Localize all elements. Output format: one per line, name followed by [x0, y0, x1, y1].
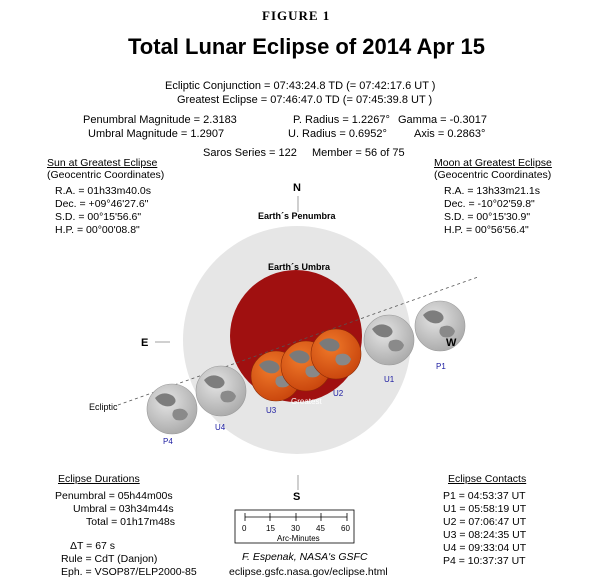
moon-subheading: (Geocentric Coordinates)	[434, 169, 552, 181]
moon-heading: Moon at Greatest Eclipse	[434, 157, 552, 169]
p-radius: P. Radius = 1.2267°	[293, 114, 390, 126]
moon-p1	[415, 301, 465, 351]
scale-label: Arc-Minutes	[277, 534, 320, 543]
moon-sd: S.D. = 00°15'30.9"	[444, 211, 531, 223]
contact-p4: P4 = 10:37:37 UT	[443, 555, 526, 567]
ecliptic-label: Ecliptic	[89, 402, 118, 412]
ephemeris: Eph. = VSOP87/ELP2000-85	[61, 566, 197, 578]
contact-label-u1: U1	[384, 375, 395, 384]
greatest-eclipse: Greatest Eclipse = 07:46:47.0 TD (= 07:45:39.8 UT )	[177, 94, 433, 106]
delta-t: ΔT = 67 s	[70, 540, 116, 552]
contact-p1: P1 = 04:53:37 UT	[443, 490, 526, 502]
scale-tick-45: 45	[316, 524, 325, 533]
umbral-magnitude: Umbral Magnitude = 1.2907	[88, 128, 225, 140]
contact-u3: U3 = 08:24:35 UT	[443, 529, 527, 541]
gamma: Gamma = -0.3017	[398, 114, 487, 126]
penumbral-magnitude: Penumbral Magnitude = 2.3183	[83, 114, 237, 126]
sun-hp: H.P. = 00°00'08.8"	[55, 224, 140, 236]
axis: Axis = 0.2863°	[414, 128, 486, 140]
contact-label-u2: U2	[333, 389, 344, 398]
contact-u4: U4 = 09:33:04 UT	[443, 542, 527, 554]
scale-tick-15: 15	[266, 524, 275, 533]
contact-label-u3: U3	[266, 406, 277, 415]
north-label: N	[293, 182, 301, 194]
greatest-label: Greatest	[291, 397, 322, 406]
u-radius: U. Radius = 0.6952°	[288, 128, 387, 140]
umbra-label: Earth´s Umbra	[268, 262, 331, 272]
contact-label-p1: P1	[436, 362, 446, 371]
sun-dec: Dec. = +09°46'27.6"	[55, 198, 149, 210]
scale-tick-60: 60	[341, 524, 350, 533]
duration-penumbral: Penumbral = 05h44m00s	[55, 490, 173, 502]
moon-dec: Dec. = -10°02'59.8"	[444, 198, 535, 210]
east-label: E	[141, 337, 149, 349]
moon-u1	[364, 315, 414, 365]
west-label: W	[446, 337, 457, 349]
sun-heading: Sun at Greatest Eclipse	[47, 157, 158, 169]
moon-u2	[311, 329, 361, 379]
duration-umbral: Umbral = 03h34m44s	[73, 503, 174, 515]
saros-series: Saros Series = 122	[203, 147, 297, 159]
south-label: S	[293, 491, 301, 503]
scale-tick-30: 30	[291, 524, 300, 533]
sun-sd: S.D. = 00°15'56.6"	[55, 211, 142, 223]
contact-label-p4: P4	[163, 437, 173, 446]
durations-heading: Eclipse Durations	[58, 473, 140, 485]
contact-u2: U2 = 07:06:47 UT	[443, 516, 527, 528]
moon-hp: H.P. = 00°56'56.4"	[444, 224, 529, 236]
page-title: Total Lunar Eclipse of 2014 Apr 15	[128, 34, 485, 59]
moon-ra: R.A. = 13h33m21.1s	[444, 185, 541, 197]
duration-total: Total = 01h17m48s	[86, 516, 176, 528]
contact-u1: U1 = 05:58:19 UT	[443, 503, 527, 515]
ecliptic-conjunction: Ecliptic Conjunction = 07:43:24.8 TD (= 07:42:17.6 UT )	[165, 80, 436, 92]
moon-p4	[147, 384, 197, 434]
credit: F. Espenak, NASA's GSFC	[242, 551, 368, 563]
sun-subheading: (Geocentric Coordinates)	[47, 169, 165, 181]
contacts-heading: Eclipse Contacts	[448, 473, 527, 485]
rule: Rule = CdT (Danjon)	[61, 553, 158, 565]
source-url: eclipse.gsfc.nasa.gov/eclipse.html	[229, 566, 388, 578]
figure-label: FIGURE 1	[262, 8, 331, 23]
sun-ra: R.A. = 01h33m40.0s	[55, 185, 152, 197]
contact-label-u4: U4	[215, 423, 226, 432]
penumbra-label: Earth´s Penumbra	[258, 211, 336, 221]
arc-minute-scale	[235, 510, 354, 543]
saros-member: Member = 56 of 75	[312, 147, 405, 159]
scale-tick-0: 0	[242, 524, 247, 533]
moon-u4	[196, 366, 246, 416]
